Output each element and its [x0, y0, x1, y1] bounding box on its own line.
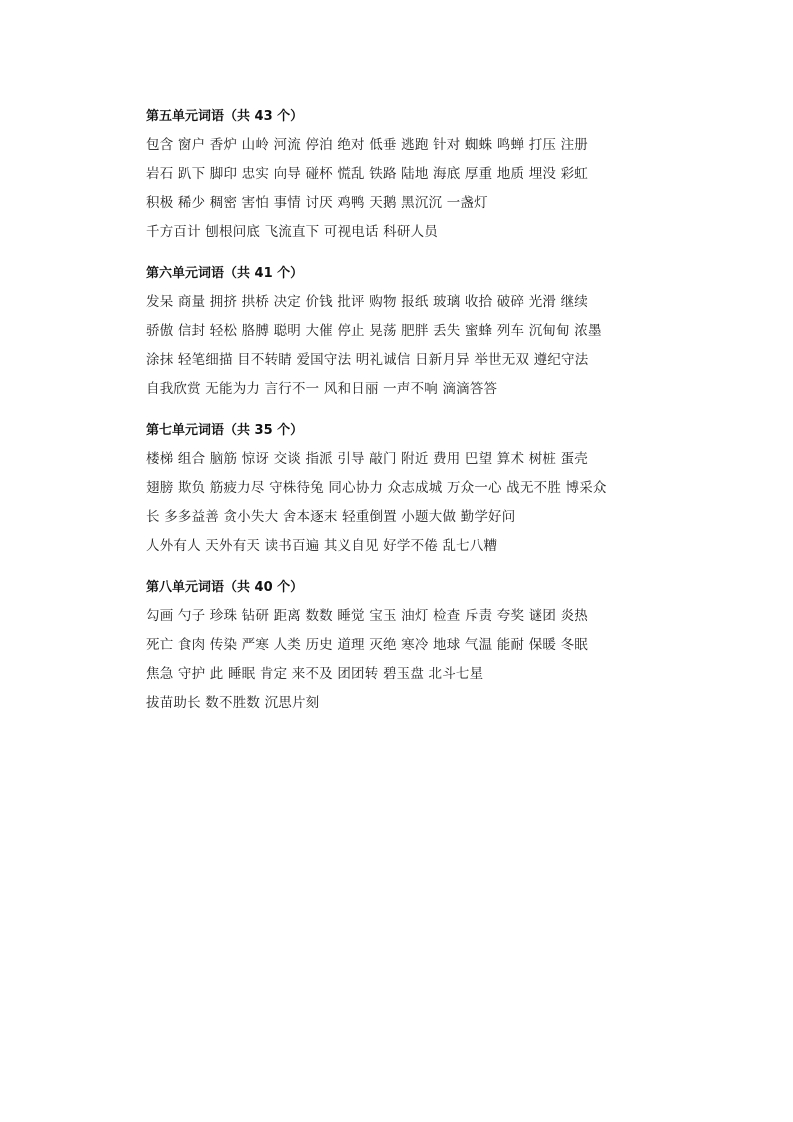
word-line: 积极 稀少 稠密 害怕 事情 讨厌 鸡鸭 天鹅 黑沉沉 一盏灯: [146, 195, 488, 211]
word-line: 楼梯 组合 脑筋 惊讶 交谈 指派 引导 敲门 附近 费用 巴望 算术 树桩 蛋壳: [146, 451, 588, 467]
document-page: [146, 108, 746, 723]
unit-8-word-list: [146, 607, 746, 712]
unit-8-section: [146, 579, 746, 712]
word-line: 勾画 勺子 珍珠 钻研 距离 数数 睡觉 宝玉 油灯 检查 斥责 夸奖 谜团 炎热: [146, 608, 588, 624]
word-line: 死亡 食肉 传染 严寒 人类 历史 道理 灭绝 寒冷 地球 气温 能耐 保暖 冬眠: [146, 637, 588, 653]
unit-7-heading: 第七单元词语（共 35 个）: [146, 423, 304, 438]
word-line: 千方百计 刨根问底 飞流直下 可视电话 科研人员: [146, 224, 438, 240]
word-line: 焦急 守护 此 睡眠 肯定 来不及 团团转 碧玉盘 北斗七星: [146, 666, 484, 682]
unit-7-word-list: [146, 450, 746, 555]
word-line: 自我欣赏 无能为力 言行不一 风和日丽 一声不响 滴滴答答: [146, 381, 498, 397]
unit-6-heading: 第六单元词语（共 41 个）: [146, 266, 304, 281]
unit-6-word-list: [146, 293, 746, 398]
word-line: 涂抹 轻笔细描 目不转睛 爱国守法 明礼诚信 日新月异 举世无双 遵纪守法: [146, 352, 589, 368]
word-line: 包含 窗户 香炉 山岭 河流 停泊 绝对 低垂 逃跑 针对 蜘蛛 鸣蝉 打压 注册: [146, 137, 588, 153]
unit-5-section: [146, 108, 746, 241]
unit-7-section: [146, 422, 746, 555]
word-line: 长 多多益善 贪小失大 舍本逐末 轻重倒置 小题大做 勤学好问: [146, 509, 516, 525]
word-line: 拔苗助长 数不胜数 沉思片刻: [146, 695, 320, 711]
unit-5-heading: 第五单元词语（共 43 个）: [146, 109, 304, 124]
unit-5-word-list: [146, 136, 746, 241]
unit-6-section: [146, 265, 746, 398]
word-line: 翅膀 欺负 筋疲力尽 守株待兔 同心协力 众志成城 万众一心 战无不胜 博采众: [146, 480, 607, 496]
word-line: 人外有人 天外有天 读书百遍 其义自见 好学不倦 乱七八糟: [146, 538, 498, 554]
unit-8-heading: 第八单元词语（共 40 个）: [146, 580, 304, 595]
word-line: 发呆 商量 拥挤 拱桥 决定 价钱 批评 购物 报纸 玻璃 收拾 破碎 光滑 继续: [146, 294, 588, 310]
word-line: 骄傲 信封 轻松 胳膊 聪明 大催 停止 晃荡 肥胖 丢失 蜜蜂 列车 沉甸甸 浓墨: [146, 323, 602, 339]
word-line: 岩石 趴下 脚印 忠实 向导 碰杯 慌乱 铁路 陆地 海底 厚重 地质 埋没 彩虹: [146, 166, 588, 182]
